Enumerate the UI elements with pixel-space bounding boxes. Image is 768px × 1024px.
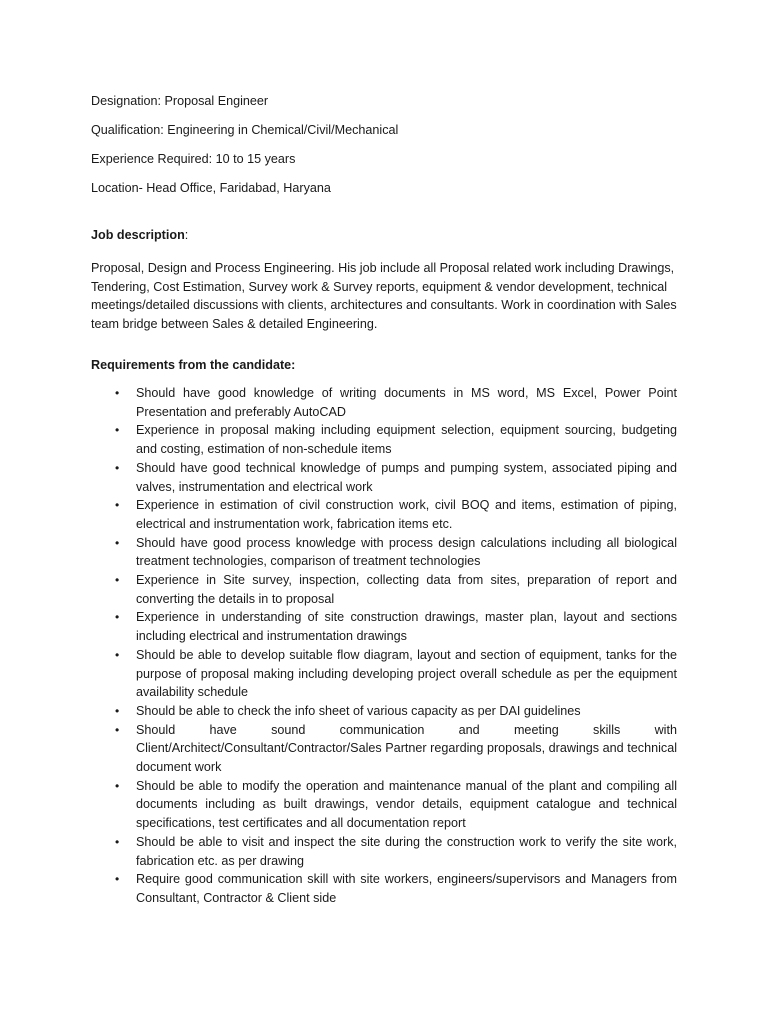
- requirements-list: [91, 384, 677, 908]
- designation-line: Designation: Proposal Engineer: [91, 94, 269, 108]
- requirement-item: [91, 571, 677, 608]
- requirement-text: Experience in Site survey, inspection, collecting data from sites, preparation of report and converting the details in to proposal: [136, 573, 677, 606]
- requirement-item: [91, 833, 677, 870]
- bullet-icon: •: [115, 872, 120, 887]
- requirement-text: Should be able to check the info sheet of various capacity as per DAI guidelines: [136, 703, 581, 718]
- bullet-icon: •: [115, 610, 120, 625]
- requirement-text: Should be able to visit and inspect the site during the construction work to verify the site work, fabrication etc. as per drawing: [136, 834, 677, 868]
- requirement-text: Experience in estimation of civil construction work, civil BOQ and items, estimation of piping, electrical and instrumentation work, fabrication items etc.: [136, 498, 677, 531]
- job-description-text: Proposal, Design and Process Engineering. His job include all Proposal related work including Drawings, Tendering, Cost Estimation, Survey work & Survey reports, equipment & vendor development, technical meetings/detailed discussions with clients, architectures and consultants. Work in coordination with Sales team bridge between Sales & detailed Engineering.: [91, 261, 677, 331]
- bullet-icon: •: [115, 703, 120, 718]
- bullet-icon: •: [115, 460, 120, 475]
- bullet-icon: •: [115, 386, 120, 400]
- requirement-text: Experience in understanding of site construction drawings, master plan, layout and sections including electrical and instrumentation drawings: [136, 610, 677, 644]
- job-description-heading: [91, 228, 677, 242]
- requirement-text: Should have good technical knowledge of pumps and pumping system, associated piping and valves, instrumentation and electrical work: [136, 460, 677, 494]
- requirement-item: [91, 721, 677, 777]
- job-description-heading-colon: :: [184, 228, 189, 242]
- experience-line: Experience Required: 10 to 15 years: [91, 152, 296, 166]
- requirement-item: [91, 421, 677, 458]
- bullet-icon: •: [115, 647, 120, 662]
- bullet-icon: •: [115, 722, 120, 737]
- requirement-item: [91, 496, 677, 533]
- requirement-item: [91, 608, 677, 645]
- requirement-text: Should be able to modify the operation and maintenance manual of the plant and compiling all documents including as built drawings, vendor details, equipment catalogue and technical specifications, test certificates and all documentation report: [136, 778, 677, 831]
- requirement-item: [91, 534, 677, 571]
- requirement-text: Experience in proposal making including equipment selection, equipment sourcing, budgeting and costing, estimation of non-schedule items: [136, 423, 677, 457]
- requirement-text: Require good communication skill with site workers, engineers/supervisors and Managers from Consultant, Contractor & Client side: [136, 872, 677, 905]
- requirement-text: Should be able to develop suitable flow diagram, layout and section of equipment, tanks for the purpose of proposal making including developing project overall schedule as per the equipment availability schedule: [136, 647, 677, 700]
- requirement-item: [91, 777, 677, 833]
- bullet-icon: •: [115, 778, 120, 793]
- location-line: Location- Head Office, Faridabad, Haryana: [91, 181, 331, 195]
- requirement-item: [91, 702, 677, 721]
- bullet-icon: •: [115, 573, 120, 588]
- bullet-icon: •: [115, 498, 120, 513]
- bullet-icon: •: [115, 834, 120, 849]
- requirement-item: [91, 384, 677, 421]
- qualification-line: Qualification: Engineering in Chemical/Civil/Mechanical: [91, 123, 399, 137]
- requirements-heading: Requirements from the candidate:: [91, 358, 296, 372]
- bullet-icon: •: [115, 535, 120, 550]
- bullet-icon: •: [115, 423, 120, 438]
- requirement-text: Should have sound communication and meeting skills with Client/Architect/Consultant/Contractor/Sales Partner regarding proposals, drawings and technical document work: [136, 722, 677, 775]
- requirement-text: Should have good process knowledge with process design calculations including all biological treatment technologies, comparison of treatment technologies: [136, 535, 677, 569]
- requirement-text: Should have good knowledge of writing documents in MS word, MS Excel, Power Point Presentation and preferably AutoCAD: [136, 386, 677, 419]
- requirement-item: [91, 459, 677, 496]
- requirement-item: [91, 870, 677, 907]
- job-description-heading-text: Job description: [91, 228, 185, 242]
- requirement-item: [91, 646, 677, 702]
